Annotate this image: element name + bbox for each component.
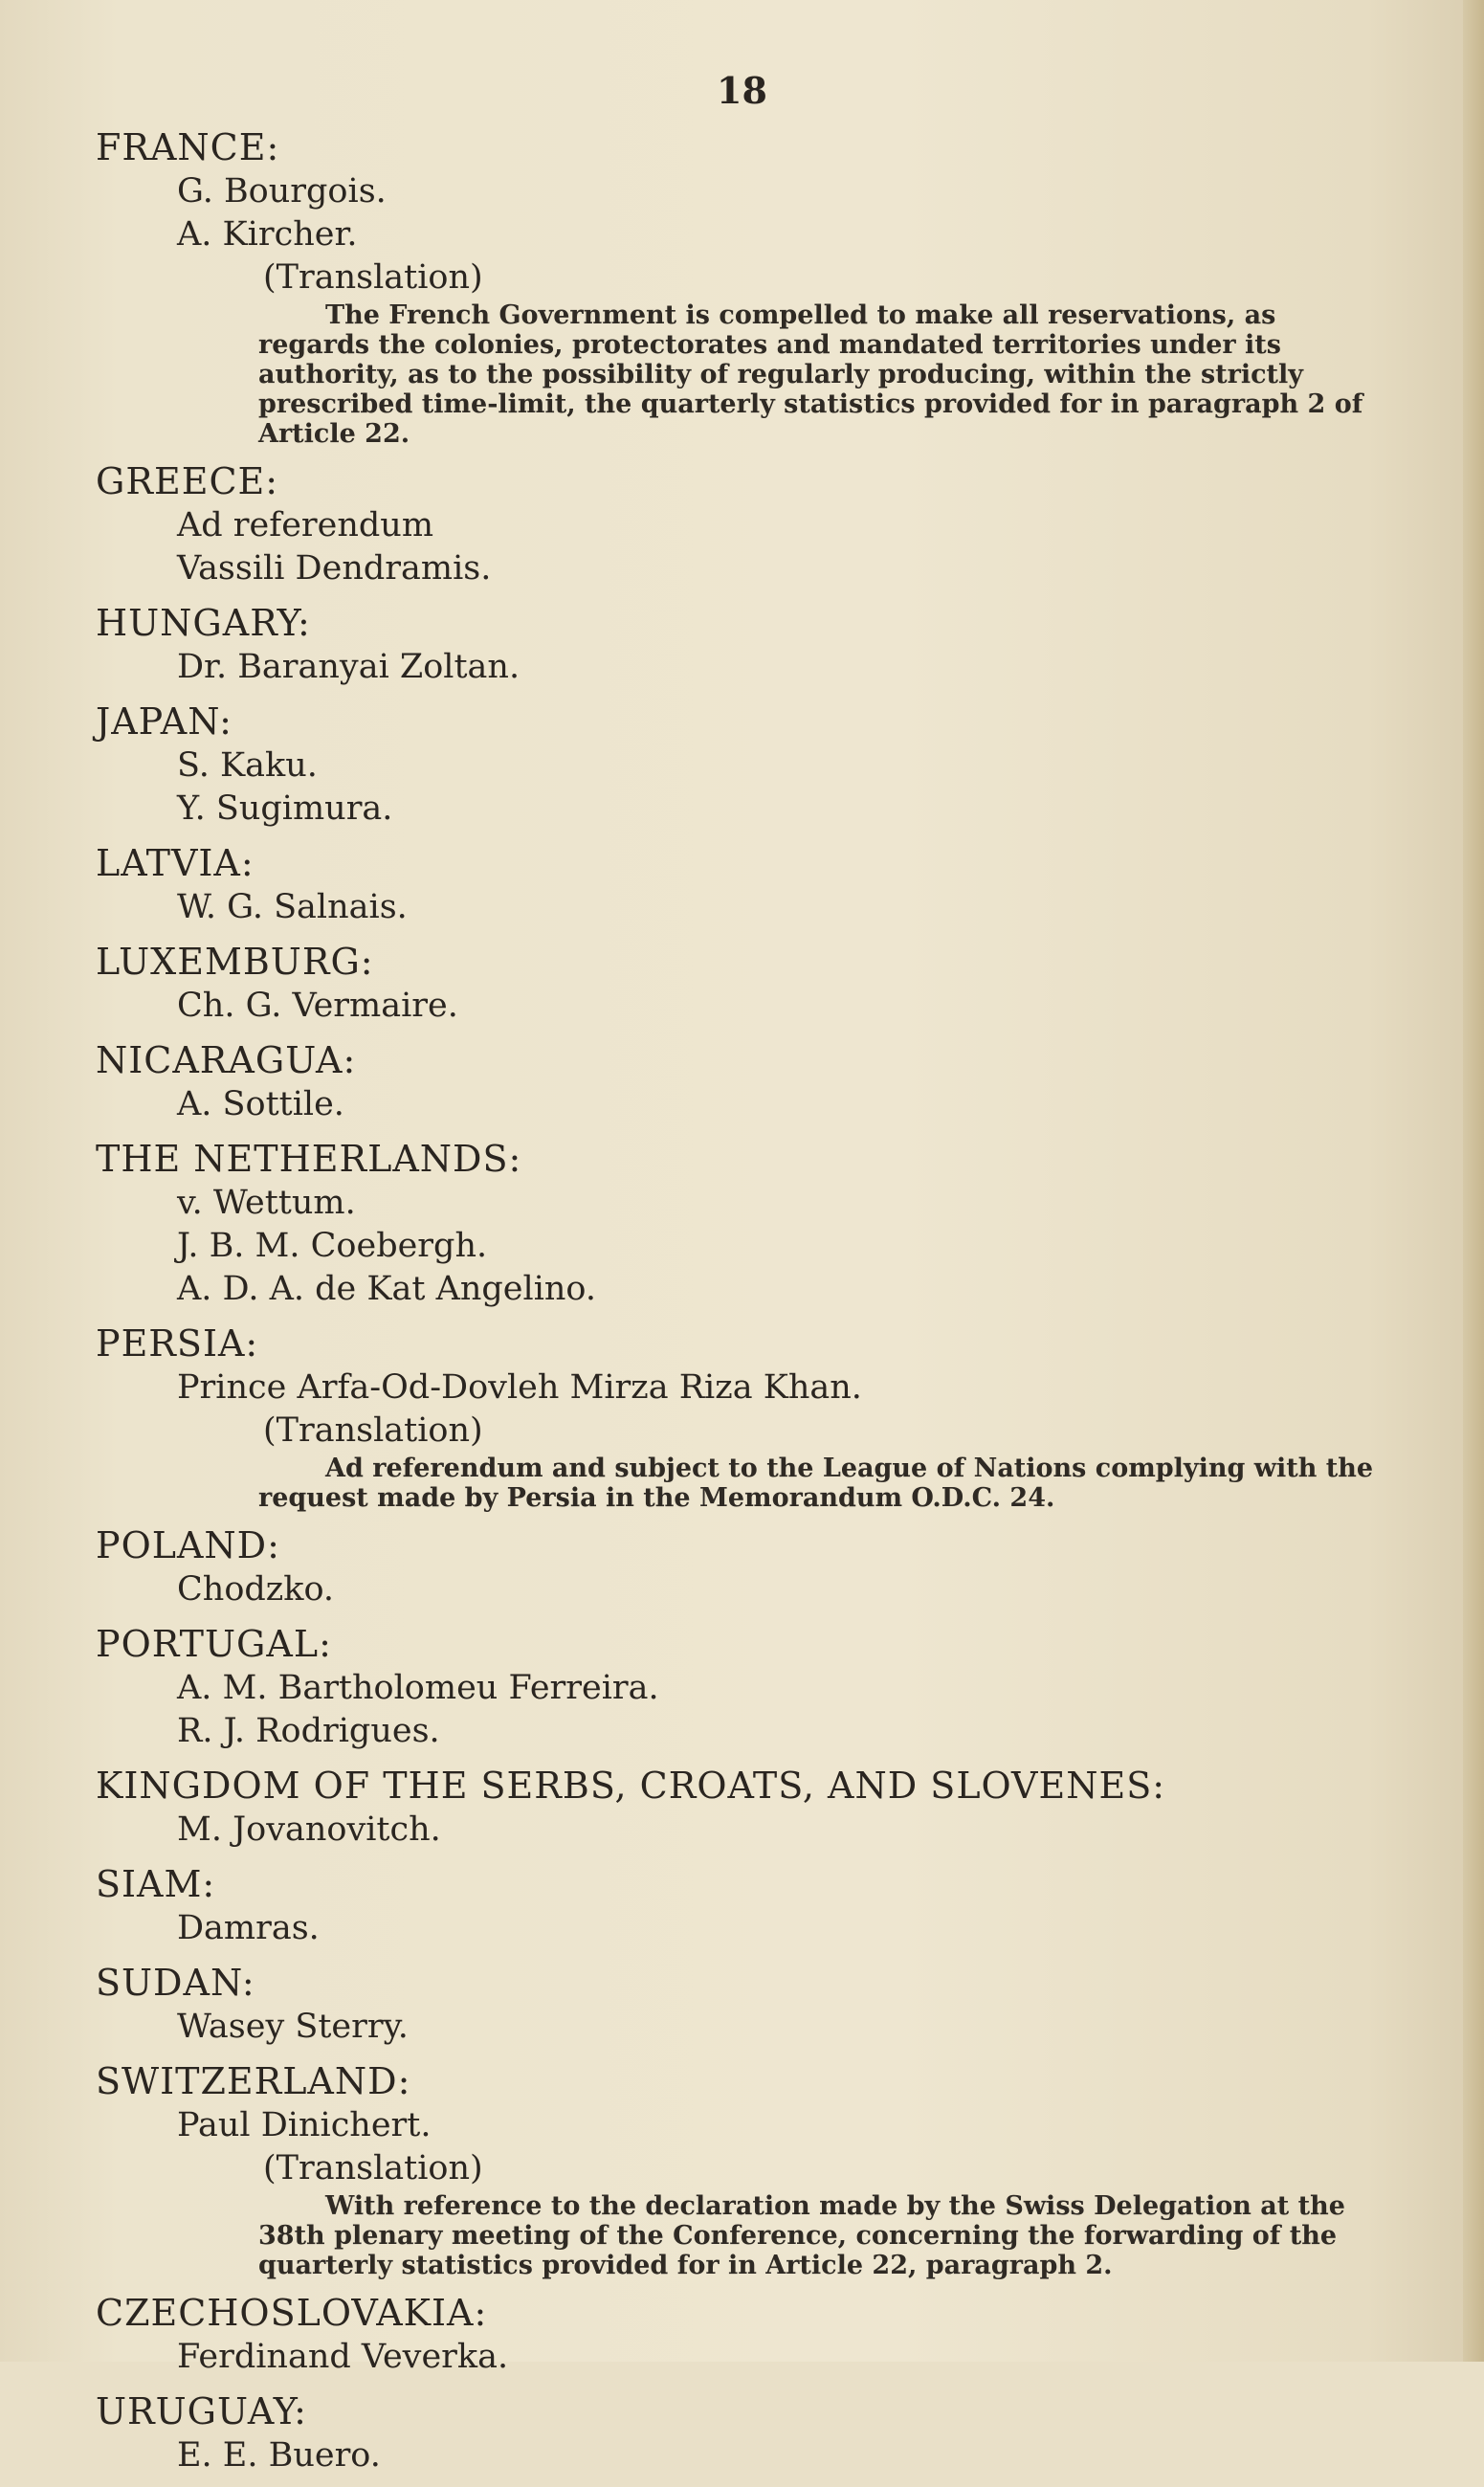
- delegate-name: J. B. M. Coebergh.: [177, 1227, 488, 1265]
- delegate-name: S. Kaku.: [177, 746, 318, 785]
- country-name: PORTUGAL:: [96, 1623, 332, 1665]
- country-name: JAPAN:: [96, 700, 233, 743]
- country-name: URUGUAY:: [96, 2390, 307, 2432]
- delegate-name: W. G. Salnais.: [177, 888, 408, 926]
- delegate-name: Ch. G. Vermaire.: [177, 987, 458, 1025]
- delegate-name: Wasey Sterry.: [177, 2008, 409, 2046]
- signatory-entry: [96, 1960, 1435, 2049]
- country-name: LUXEMBURG:: [96, 941, 374, 983]
- country-name: SUDAN:: [96, 1962, 255, 2004]
- delegate-name: v. Wettum.: [177, 1184, 356, 1222]
- translation-label: (Translation): [263, 1411, 483, 1450]
- delegate-name: Prince Arfa-Od-Dovleh Mirza Riza Khan.: [177, 1368, 862, 1407]
- delegate-name: Ferdinand Veverka.: [177, 2338, 509, 2376]
- delegate-name: Dr. Baranyai Zoltan.: [177, 648, 521, 686]
- country-name: HUNGARY:: [96, 602, 311, 644]
- delegate-name: Chodzko.: [177, 1570, 335, 1609]
- delegate-name: M. Jovanovitch.: [177, 1810, 441, 1849]
- country-name: LATVIA:: [96, 842, 255, 884]
- delegate-name: Y. Sugimura.: [177, 789, 393, 828]
- signatory-entry: [96, 699, 1435, 831]
- country-name: SIAM:: [96, 1863, 216, 1905]
- delegate-name: Ad referendum: [177, 506, 434, 544]
- signatory-entry: [96, 1522, 1435, 1611]
- country-name: POLAND:: [96, 1524, 280, 1566]
- book-spine-edge: [1463, 0, 1484, 2362]
- signatory-entry: [96, 1861, 1435, 1950]
- country-name: CZECHOSLOVAKIA:: [96, 2292, 488, 2334]
- reservation-note: The French Government is compelled to make all reservations, as regards the colonies, protectorates and mandated territories under its authority, as to the possibility of regularly producing, within the strictly prescribed time-limit, the quarterly statistics provided for in paragraph 2 of Article 22.: [258, 300, 1363, 449]
- delegate-name: A. Kircher.: [177, 215, 358, 254]
- delegate-name: A. Sottile.: [177, 1085, 344, 1123]
- page-number: 18: [717, 69, 767, 112]
- reservation-note: With reference to the declaration made by the Swiss Delegation at the 38th plenary meeting of the Conference, concerning the forwarding of the quarterly statistics provided for in Article 22, paragraph 2.: [258, 2191, 1345, 2280]
- signatory-entry: [96, 1321, 1435, 1513]
- signatory-entry: [96, 939, 1435, 1028]
- signatories-list: [96, 124, 1435, 2487]
- delegate-name: Vassili Dendramis.: [177, 549, 492, 588]
- delegate-name: A. D. A. de Kat Angelino.: [177, 1270, 597, 1308]
- country-name: THE NETHERLANDS:: [96, 1138, 522, 1180]
- signatory-entry: [96, 458, 1435, 590]
- signatory-entry: [96, 2388, 1435, 2477]
- signatory-entry: [96, 840, 1435, 929]
- translation-label: (Translation): [263, 2149, 483, 2187]
- delegate-name: Damras.: [177, 1909, 320, 1947]
- country-name: SWITZERLAND:: [96, 2060, 411, 2102]
- delegate-name: R. J. Rodrigues.: [177, 1712, 440, 1750]
- signatory-entry: [96, 2058, 1435, 2280]
- delegate-name: Paul Dinichert.: [177, 2106, 432, 2144]
- signatory-entry: [96, 600, 1435, 689]
- signatory-entry: [96, 1621, 1435, 1753]
- reservation-note: Ad referendum and subject to the League of Nations complying with the request made by Persia in the Memorandum O.D.C. 24.: [258, 1454, 1374, 1513]
- delegate-name: A. M. Bartholomeu Ferreira.: [177, 1669, 659, 1707]
- signatory-entry: [96, 1037, 1435, 1126]
- country-name: KINGDOM OF THE SERBS, CROATS, AND SLOVENES:: [96, 1765, 1166, 1807]
- signatory-entry: [96, 1136, 1435, 1311]
- country-name: NICARAGUA:: [96, 1039, 357, 1081]
- signatory-entry: [96, 1763, 1435, 1852]
- delegate-name: G. Bourgois.: [177, 172, 387, 211]
- signatory-entry: [96, 124, 1435, 449]
- delegate-name: E. E. Buero.: [177, 2436, 381, 2475]
- translation-label: (Translation): [263, 258, 483, 297]
- country-name: GREECE:: [96, 460, 279, 502]
- country-name: PERSIA:: [96, 1322, 259, 1365]
- signatory-entry: [96, 2290, 1435, 2379]
- country-name: FRANCE:: [96, 126, 280, 168]
